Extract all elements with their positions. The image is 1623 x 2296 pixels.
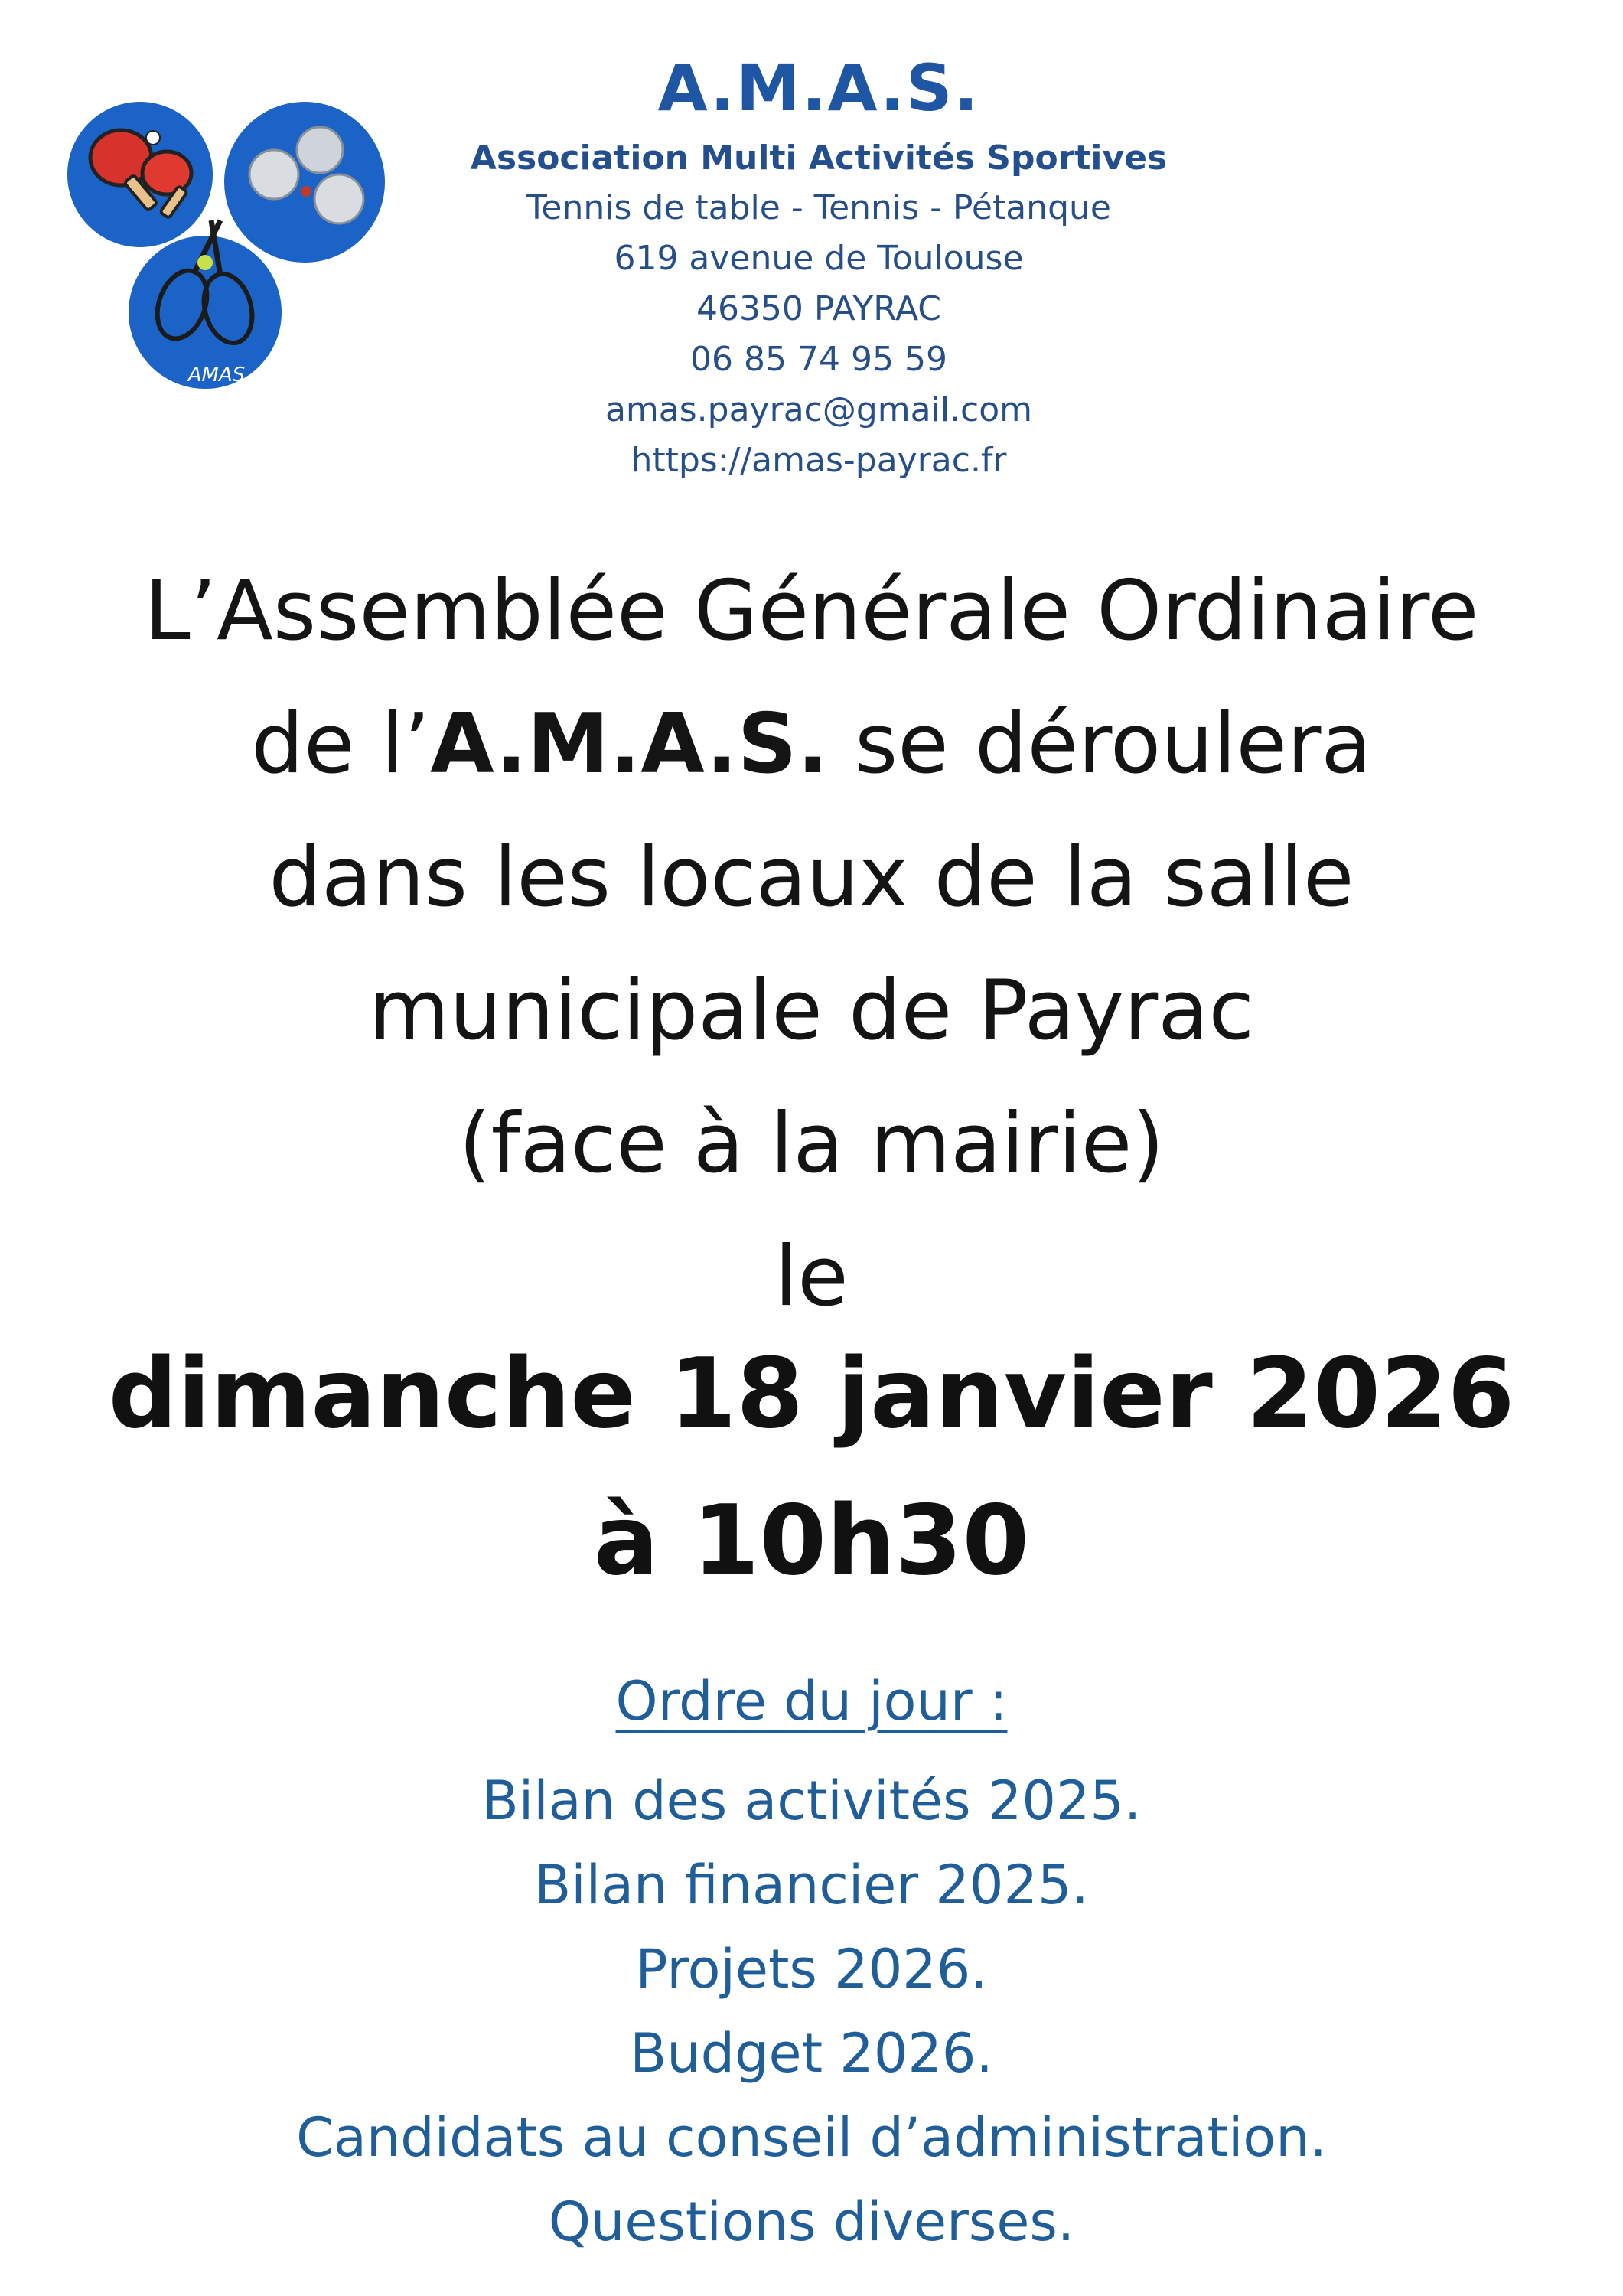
org-website: https://amas-payrac.fr (631, 441, 1007, 480)
announcement-line5: (face à la mairie) (458, 1096, 1165, 1192)
announcement-line2-after: se déroulera (828, 696, 1372, 792)
announcement-line4: municipale de Payrac (369, 963, 1254, 1058)
event-datetime (0, 1320, 1623, 1614)
announcement (0, 545, 1623, 1344)
amas-logo (67, 90, 404, 389)
announcement-line3: dans les locaux de la salle (269, 830, 1354, 925)
announcement-line2 (0, 678, 1623, 811)
agenda-item: Budget 2026. (630, 2022, 993, 2085)
organization-header (429, 42, 1209, 486)
agenda (0, 1659, 1623, 2264)
agenda-item: Bilan des activités 2025. (481, 1769, 1142, 1832)
announcement-org-acronym: A.M.A.S. (430, 696, 829, 792)
org-phone: 06 85 74 95 59 (690, 340, 947, 379)
org-address-line1: 619 avenue de Toulouse (614, 239, 1024, 278)
agenda-item: Projets 2026. (635, 1938, 988, 2001)
announcement-line1: L’Assemblée Générale Ordinaire (144, 563, 1479, 659)
org-email: amas.payrac@gmail.com (605, 390, 1033, 429)
amas-logo-graphic (67, 90, 404, 389)
agenda-item: Bilan financier 2025. (534, 1854, 1089, 1916)
announcement-line6: le (774, 1229, 849, 1325)
org-name: Association Multi Activités Sportives (470, 139, 1168, 178)
org-activities: Tennis de table - Tennis - Pétanque (526, 188, 1111, 227)
event-date: dimanche 18 janvier 2026 (108, 1337, 1515, 1450)
agenda-item: Questions diverses. (548, 2190, 1075, 2253)
agenda-item: Candidats au conseil d’administration. (296, 2106, 1327, 2169)
logo-label: AMAS (187, 364, 246, 386)
agenda-title: Ordre du jour : (615, 1670, 1008, 1733)
org-title: A.M.A.S. (657, 51, 980, 126)
org-address-line2: 46350 PAYRAC (696, 289, 942, 328)
petanque-circle (224, 102, 385, 263)
event-time: à 10h30 (593, 1484, 1030, 1596)
announcement-line2-before: de l’ (251, 696, 431, 792)
